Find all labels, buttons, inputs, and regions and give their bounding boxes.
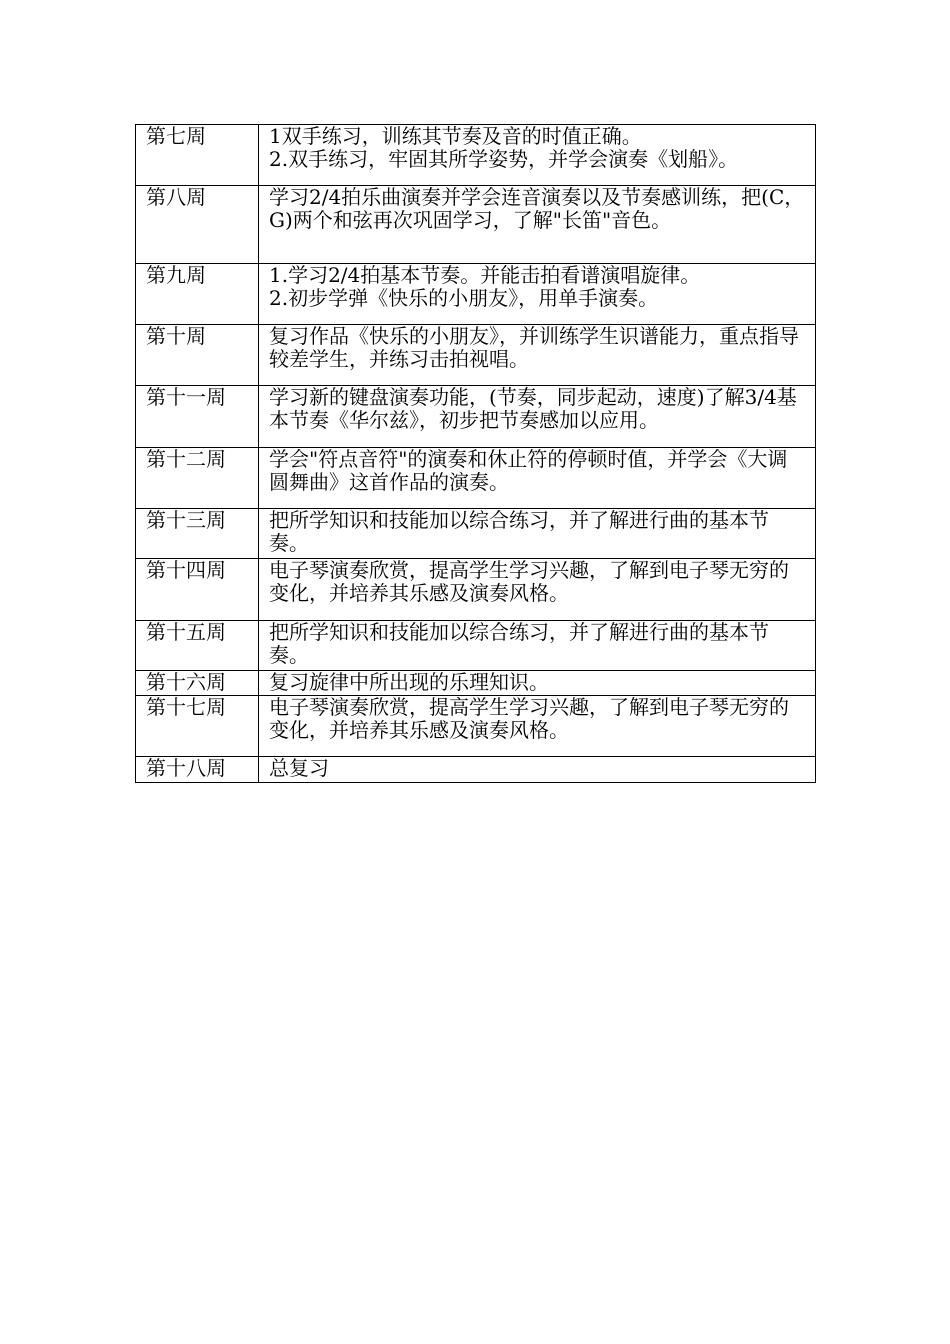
content-cell: 复习作品《快乐的小朋友》，并训练学生识谱能力，重点指导较差学生，并练习击拍视唱。 bbox=[259, 325, 816, 386]
table-row bbox=[136, 757, 816, 783]
week-cell: 第十七周 bbox=[136, 696, 259, 757]
content-cell: 学会"符点音符"的演奏和休止符的停顿时值，并学会《大调圆舞曲》这首作品的演奏。 bbox=[259, 448, 816, 509]
content-cell: 学习新的键盘演奏功能，(节奏，同步起动，速度)了解3/4基本节奏《华尔兹》，初步把节奏感加以应用。 bbox=[259, 386, 816, 448]
week-cell: 第十六周 bbox=[136, 671, 259, 696]
week-cell: 第十四周 bbox=[136, 559, 259, 621]
week-cell: 第十八周 bbox=[136, 757, 259, 783]
table-row bbox=[136, 125, 816, 186]
schedule-table bbox=[135, 124, 816, 783]
table-row bbox=[136, 696, 816, 757]
table-row bbox=[136, 325, 816, 386]
content-cell: 1.学习2/4拍基本节奏。并能击拍看谱演唱旋律。 2.初步学弹《快乐的小朋友》，用单手演奏。 bbox=[259, 264, 816, 325]
week-cell: 第七周 bbox=[136, 125, 259, 186]
content-cell: 1双手练习，训练其节奏及音的时值正确。 2.双手练习，牢固其所学姿势，并学会演奏《划船》。 bbox=[259, 125, 816, 186]
table-row bbox=[136, 186, 816, 264]
content-cell: 复习旋律中所出现的乐理知识。 bbox=[259, 671, 816, 696]
week-cell: 第十一周 bbox=[136, 386, 259, 448]
content-cell: 总复习 bbox=[259, 757, 816, 783]
content-cell: 把所学知识和技能加以综合练习，并了解进行曲的基本节奏。 bbox=[259, 621, 816, 671]
table-row bbox=[136, 559, 816, 621]
week-cell: 第九周 bbox=[136, 264, 259, 325]
content-cell: 学习2/4拍乐曲演奏并学会连音演奏以及节奏感训练，把(C，G)两个和弦再次巩固学习，了解"长笛"音色。 bbox=[259, 186, 816, 264]
table-row bbox=[136, 671, 816, 696]
week-cell: 第十五周 bbox=[136, 621, 259, 671]
table-row bbox=[136, 264, 816, 325]
content-cell: 电子琴演奏欣赏，提高学生学习兴趣，了解到电子琴无穷的变化，并培养其乐感及演奏风格。 bbox=[259, 559, 816, 621]
table-row bbox=[136, 621, 816, 671]
week-cell: 第八周 bbox=[136, 186, 259, 264]
table-row bbox=[136, 509, 816, 559]
table-row bbox=[136, 448, 816, 509]
content-cell: 把所学知识和技能加以综合练习，并了解进行曲的基本节奏。 bbox=[259, 509, 816, 559]
table-row bbox=[136, 386, 816, 448]
week-cell: 第十二周 bbox=[136, 448, 259, 509]
content-cell: 电子琴演奏欣赏，提高学生学习兴趣，了解到电子琴无穷的变化，并培养其乐感及演奏风格。 bbox=[259, 696, 816, 757]
week-cell: 第十三周 bbox=[136, 509, 259, 559]
week-cell: 第十周 bbox=[136, 325, 259, 386]
